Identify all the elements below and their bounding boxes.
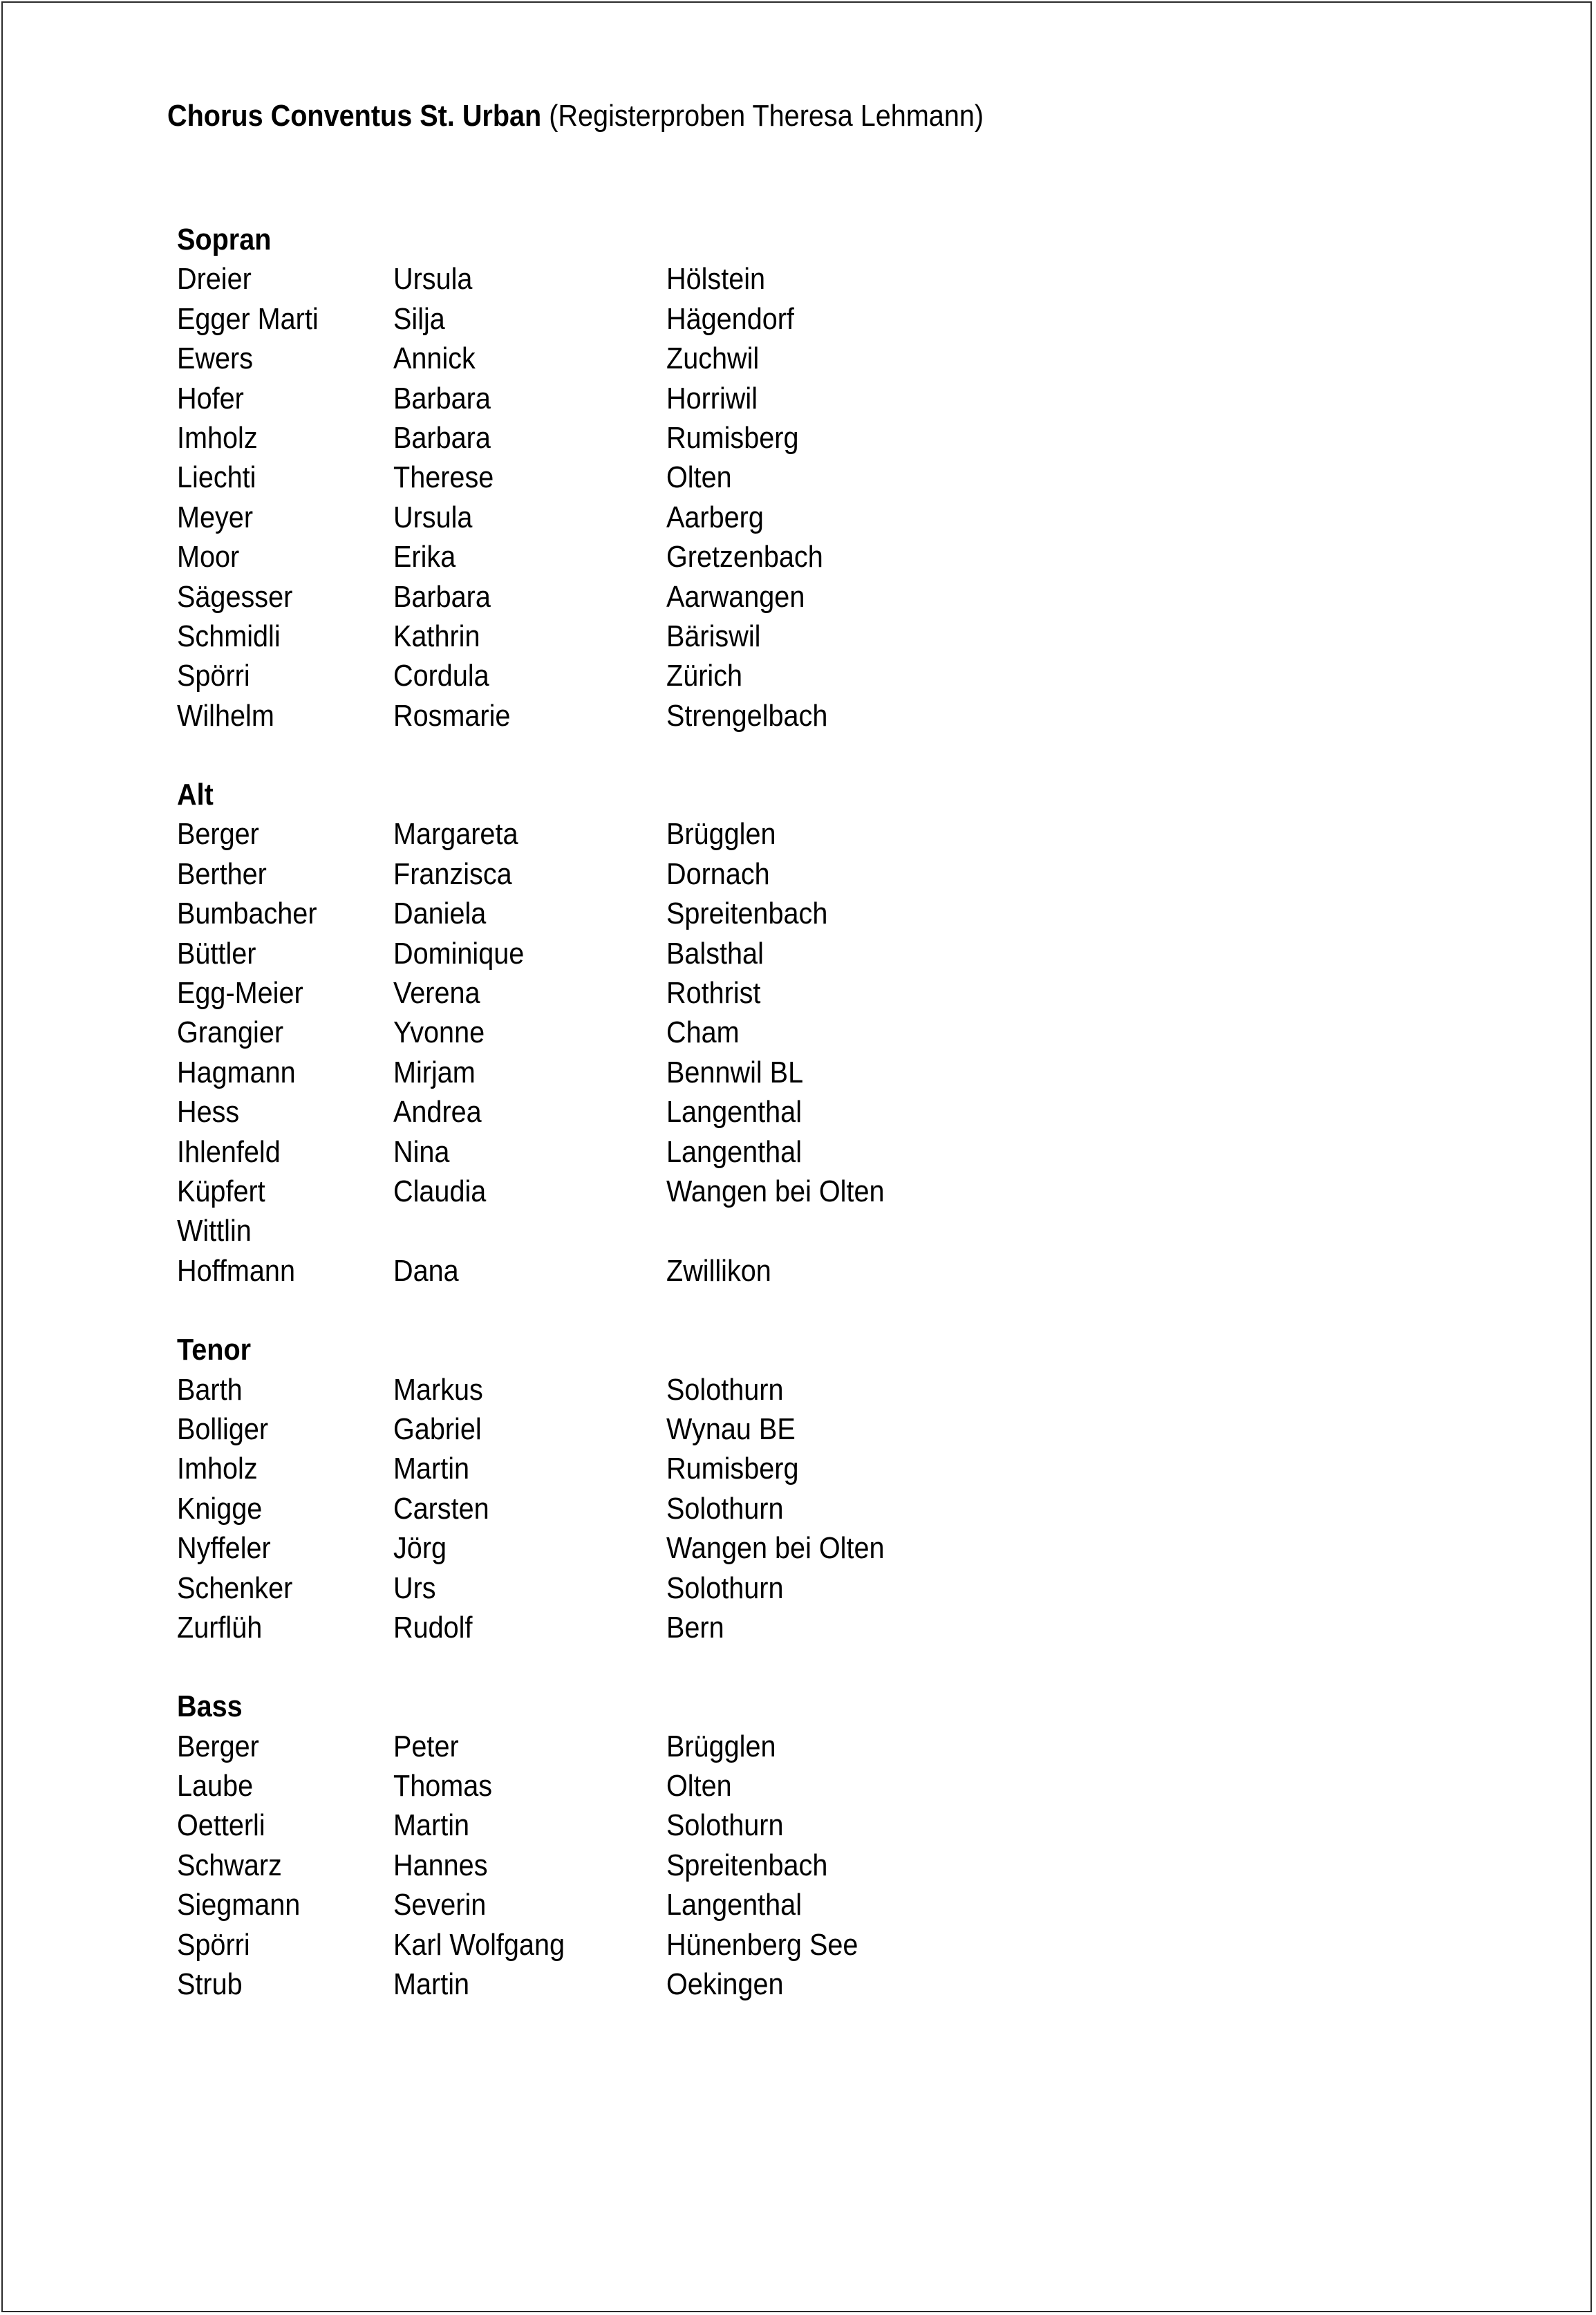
member-row	[177, 259, 1145, 299]
member-firstname: Rudolf	[393, 1610, 473, 1644]
member-firstname: Verena	[393, 976, 480, 1011]
member-place: Solothurn	[666, 1491, 784, 1526]
member-surname: Küpfert	[177, 1174, 265, 1208]
section-alt	[177, 775, 1145, 1291]
member-place: Hölstein	[666, 262, 766, 297]
member-firstname: Martin	[393, 1452, 470, 1486]
member-surname: Hoffmann	[177, 1253, 295, 1288]
member-place: Balsthal	[666, 936, 764, 971]
member-place: Olten	[666, 460, 732, 495]
member-row	[177, 1965, 1145, 2004]
member-place: Zürich	[666, 659, 743, 693]
member-firstname: Cordula	[393, 659, 489, 693]
member-place: Hägendorf	[666, 301, 794, 336]
member-place: Rumisberg	[666, 420, 799, 455]
member-place: Wynau BE	[666, 1412, 796, 1446]
member-firstname: Mirjam	[393, 1055, 476, 1089]
member-row	[177, 1608, 1145, 1647]
member-firstname: Ursula	[393, 262, 473, 297]
member-row	[177, 1806, 1145, 1845]
member-firstname: Rosmarie	[393, 698, 511, 733]
member-surname: Berger	[177, 1729, 259, 1763]
voice-sections	[177, 220, 1145, 2004]
member-surname: Egger Marti	[177, 301, 319, 336]
member-row	[177, 1727, 1145, 1766]
member-surname: Sägesser	[177, 579, 293, 614]
member-row	[177, 973, 1145, 1013]
member-row	[177, 458, 1145, 497]
member-place: Solothurn	[666, 1808, 784, 1843]
member-surname: Nyffeler	[177, 1531, 271, 1566]
member-firstname: Andrea	[393, 1095, 482, 1130]
member-place: Strengelbach	[666, 698, 828, 733]
member-place: Cham	[666, 1015, 740, 1050]
member-row	[177, 1132, 1145, 1172]
member-surname: Hagmann	[177, 1055, 296, 1089]
member-row	[177, 696, 1145, 735]
member-firstname: Martin	[393, 1808, 470, 1843]
member-surname: Bolliger	[177, 1412, 269, 1446]
member-surname: Bumbacher	[177, 897, 317, 931]
member-row	[177, 1846, 1145, 1885]
member-row	[177, 854, 1145, 894]
member-firstname: Dominique	[393, 936, 525, 971]
member-surname: Imholz	[177, 1452, 258, 1486]
member-firstname: Claudia	[393, 1174, 487, 1208]
choir-name: Chorus Conventus St. Urban	[167, 99, 542, 133]
member-firstname: Hannes	[393, 1848, 488, 1882]
member-firstname: Urs	[393, 1571, 436, 1605]
member-row	[177, 1766, 1145, 1806]
member-place: Oekingen	[666, 1967, 784, 2002]
member-place: Zuchwil	[666, 341, 760, 376]
member-firstname: Dana	[393, 1253, 459, 1288]
member-place: Solothurn	[666, 1571, 784, 1605]
member-place: Zwillikon	[666, 1253, 771, 1288]
title-subtitle: (Registerproben Theresa Lehmann)	[541, 99, 984, 133]
member-place: Solothurn	[666, 1372, 784, 1407]
member-row	[177, 418, 1145, 458]
member-firstname: Kathrin	[393, 619, 480, 653]
member-firstname: Yvonne	[393, 1015, 485, 1050]
member-place: Spreitenbach	[666, 1848, 828, 1882]
member-place: Rumisberg	[666, 1452, 799, 1486]
member-firstname: Gabriel	[393, 1412, 482, 1446]
member-firstname: Thomas	[393, 1769, 493, 1803]
member-place: Bennwil BL	[666, 1055, 804, 1089]
section-tenor	[177, 1330, 1145, 1647]
member-place: Langenthal	[666, 1134, 802, 1169]
member-surname: Moor	[177, 540, 240, 574]
section-heading: Alt	[177, 778, 214, 812]
section-heading: Bass	[177, 1689, 243, 1724]
section-sopran	[177, 220, 1145, 735]
member-surname: Hess	[177, 1095, 240, 1130]
member-firstname: Peter	[393, 1729, 459, 1763]
member-row	[177, 934, 1145, 973]
member-row	[177, 1211, 1145, 1250]
member-surname: Wittlin	[177, 1214, 252, 1248]
member-surname: Spörri	[177, 659, 250, 693]
member-surname: Ihlenfeld	[177, 1134, 281, 1169]
member-firstname: Barbara	[393, 381, 491, 415]
member-surname: Grangier	[177, 1015, 284, 1050]
member-row	[177, 1925, 1145, 1965]
member-surname: Knigge	[177, 1491, 263, 1526]
member-firstname: Annick	[393, 341, 476, 376]
member-row	[177, 1409, 1145, 1449]
member-row	[177, 894, 1145, 933]
member-surname: Ewers	[177, 341, 254, 376]
member-firstname: Martin	[393, 1967, 470, 2002]
member-place: Bern	[666, 1610, 724, 1644]
section-heading: Tenor	[177, 1333, 252, 1367]
member-row	[177, 1053, 1145, 1092]
member-firstname: Barbara	[393, 579, 491, 614]
member-place: Brügglen	[666, 817, 776, 852]
member-place: Bäriswil	[666, 619, 761, 653]
member-place: Horriwil	[666, 381, 758, 415]
member-surname: Strub	[177, 1967, 243, 2002]
member-place: Spreitenbach	[666, 897, 828, 931]
member-surname: Wilhelm	[177, 698, 274, 733]
member-place: Aarberg	[666, 500, 764, 534]
member-surname: Laube	[177, 1769, 254, 1803]
member-row	[177, 1449, 1145, 1488]
member-row	[177, 1370, 1145, 1409]
member-surname: Schmidli	[177, 619, 281, 653]
member-surname: Barth	[177, 1372, 243, 1407]
member-firstname: Franzisca	[393, 856, 512, 891]
member-surname: Spörri	[177, 1927, 250, 1962]
member-surname: Egg-Meier	[177, 976, 303, 1011]
member-firstname: Carsten	[393, 1491, 489, 1526]
member-row	[177, 1489, 1145, 1528]
member-place: Hünenberg See	[666, 1927, 858, 1962]
member-row	[177, 379, 1145, 418]
member-firstname: Silja	[393, 301, 445, 336]
member-place: Brügglen	[666, 1729, 776, 1763]
member-firstname: Markus	[393, 1372, 483, 1407]
section-heading: Sopran	[177, 223, 272, 256]
member-firstname: Jörg	[393, 1531, 447, 1566]
member-surname: Hofer	[177, 381, 244, 415]
member-place: Langenthal	[666, 1095, 802, 1130]
document-title	[167, 97, 984, 135]
member-surname: Meyer	[177, 500, 254, 534]
member-firstname: Karl Wolfgang	[393, 1927, 565, 1962]
member-firstname: Daniela	[393, 897, 487, 931]
member-surname: Büttler	[177, 936, 256, 971]
member-surname: Dreier	[177, 262, 252, 297]
member-surname: Berther	[177, 856, 267, 891]
member-surname: Schwarz	[177, 1848, 282, 1882]
member-row	[177, 1251, 1145, 1291]
member-row	[177, 814, 1145, 854]
member-place: Rothrist	[666, 976, 761, 1011]
member-place: Wangen bei Olten	[666, 1531, 885, 1566]
member-row	[177, 1885, 1145, 1924]
member-firstname: Nina	[393, 1134, 450, 1169]
member-surname: Imholz	[177, 420, 258, 455]
member-row	[177, 1092, 1145, 1132]
member-row	[177, 498, 1145, 537]
member-surname: Siegmann	[177, 1888, 301, 1922]
member-firstname: Barbara	[393, 420, 491, 455]
member-surname: Schenker	[177, 1571, 293, 1605]
member-surname: Berger	[177, 817, 259, 852]
member-surname: Zurflüh	[177, 1610, 263, 1644]
member-firstname: Therese	[393, 460, 494, 495]
member-row	[177, 577, 1145, 617]
member-firstname: Ursula	[393, 500, 473, 534]
member-row	[177, 656, 1145, 695]
member-place: Gretzenbach	[666, 540, 823, 574]
member-row	[177, 299, 1145, 339]
member-row	[177, 617, 1145, 656]
member-row	[177, 339, 1145, 378]
member-row	[177, 1528, 1145, 1568]
member-surname: Liechti	[177, 460, 256, 495]
member-place: Langenthal	[666, 1888, 802, 1922]
member-place: Dornach	[666, 856, 770, 891]
member-row	[177, 1013, 1145, 1052]
member-firstname: Severin	[393, 1888, 487, 1922]
section-bass	[177, 1687, 1145, 2004]
member-row	[177, 1172, 1145, 1211]
member-surname: Oetterli	[177, 1808, 265, 1843]
member-place: Aarwangen	[666, 579, 805, 614]
member-place: Olten	[666, 1769, 732, 1803]
member-firstname: Erika	[393, 540, 456, 574]
member-row	[177, 537, 1145, 577]
member-place: Wangen bei Olten	[666, 1174, 885, 1208]
member-firstname: Margareta	[393, 817, 518, 852]
member-row	[177, 1568, 1145, 1608]
